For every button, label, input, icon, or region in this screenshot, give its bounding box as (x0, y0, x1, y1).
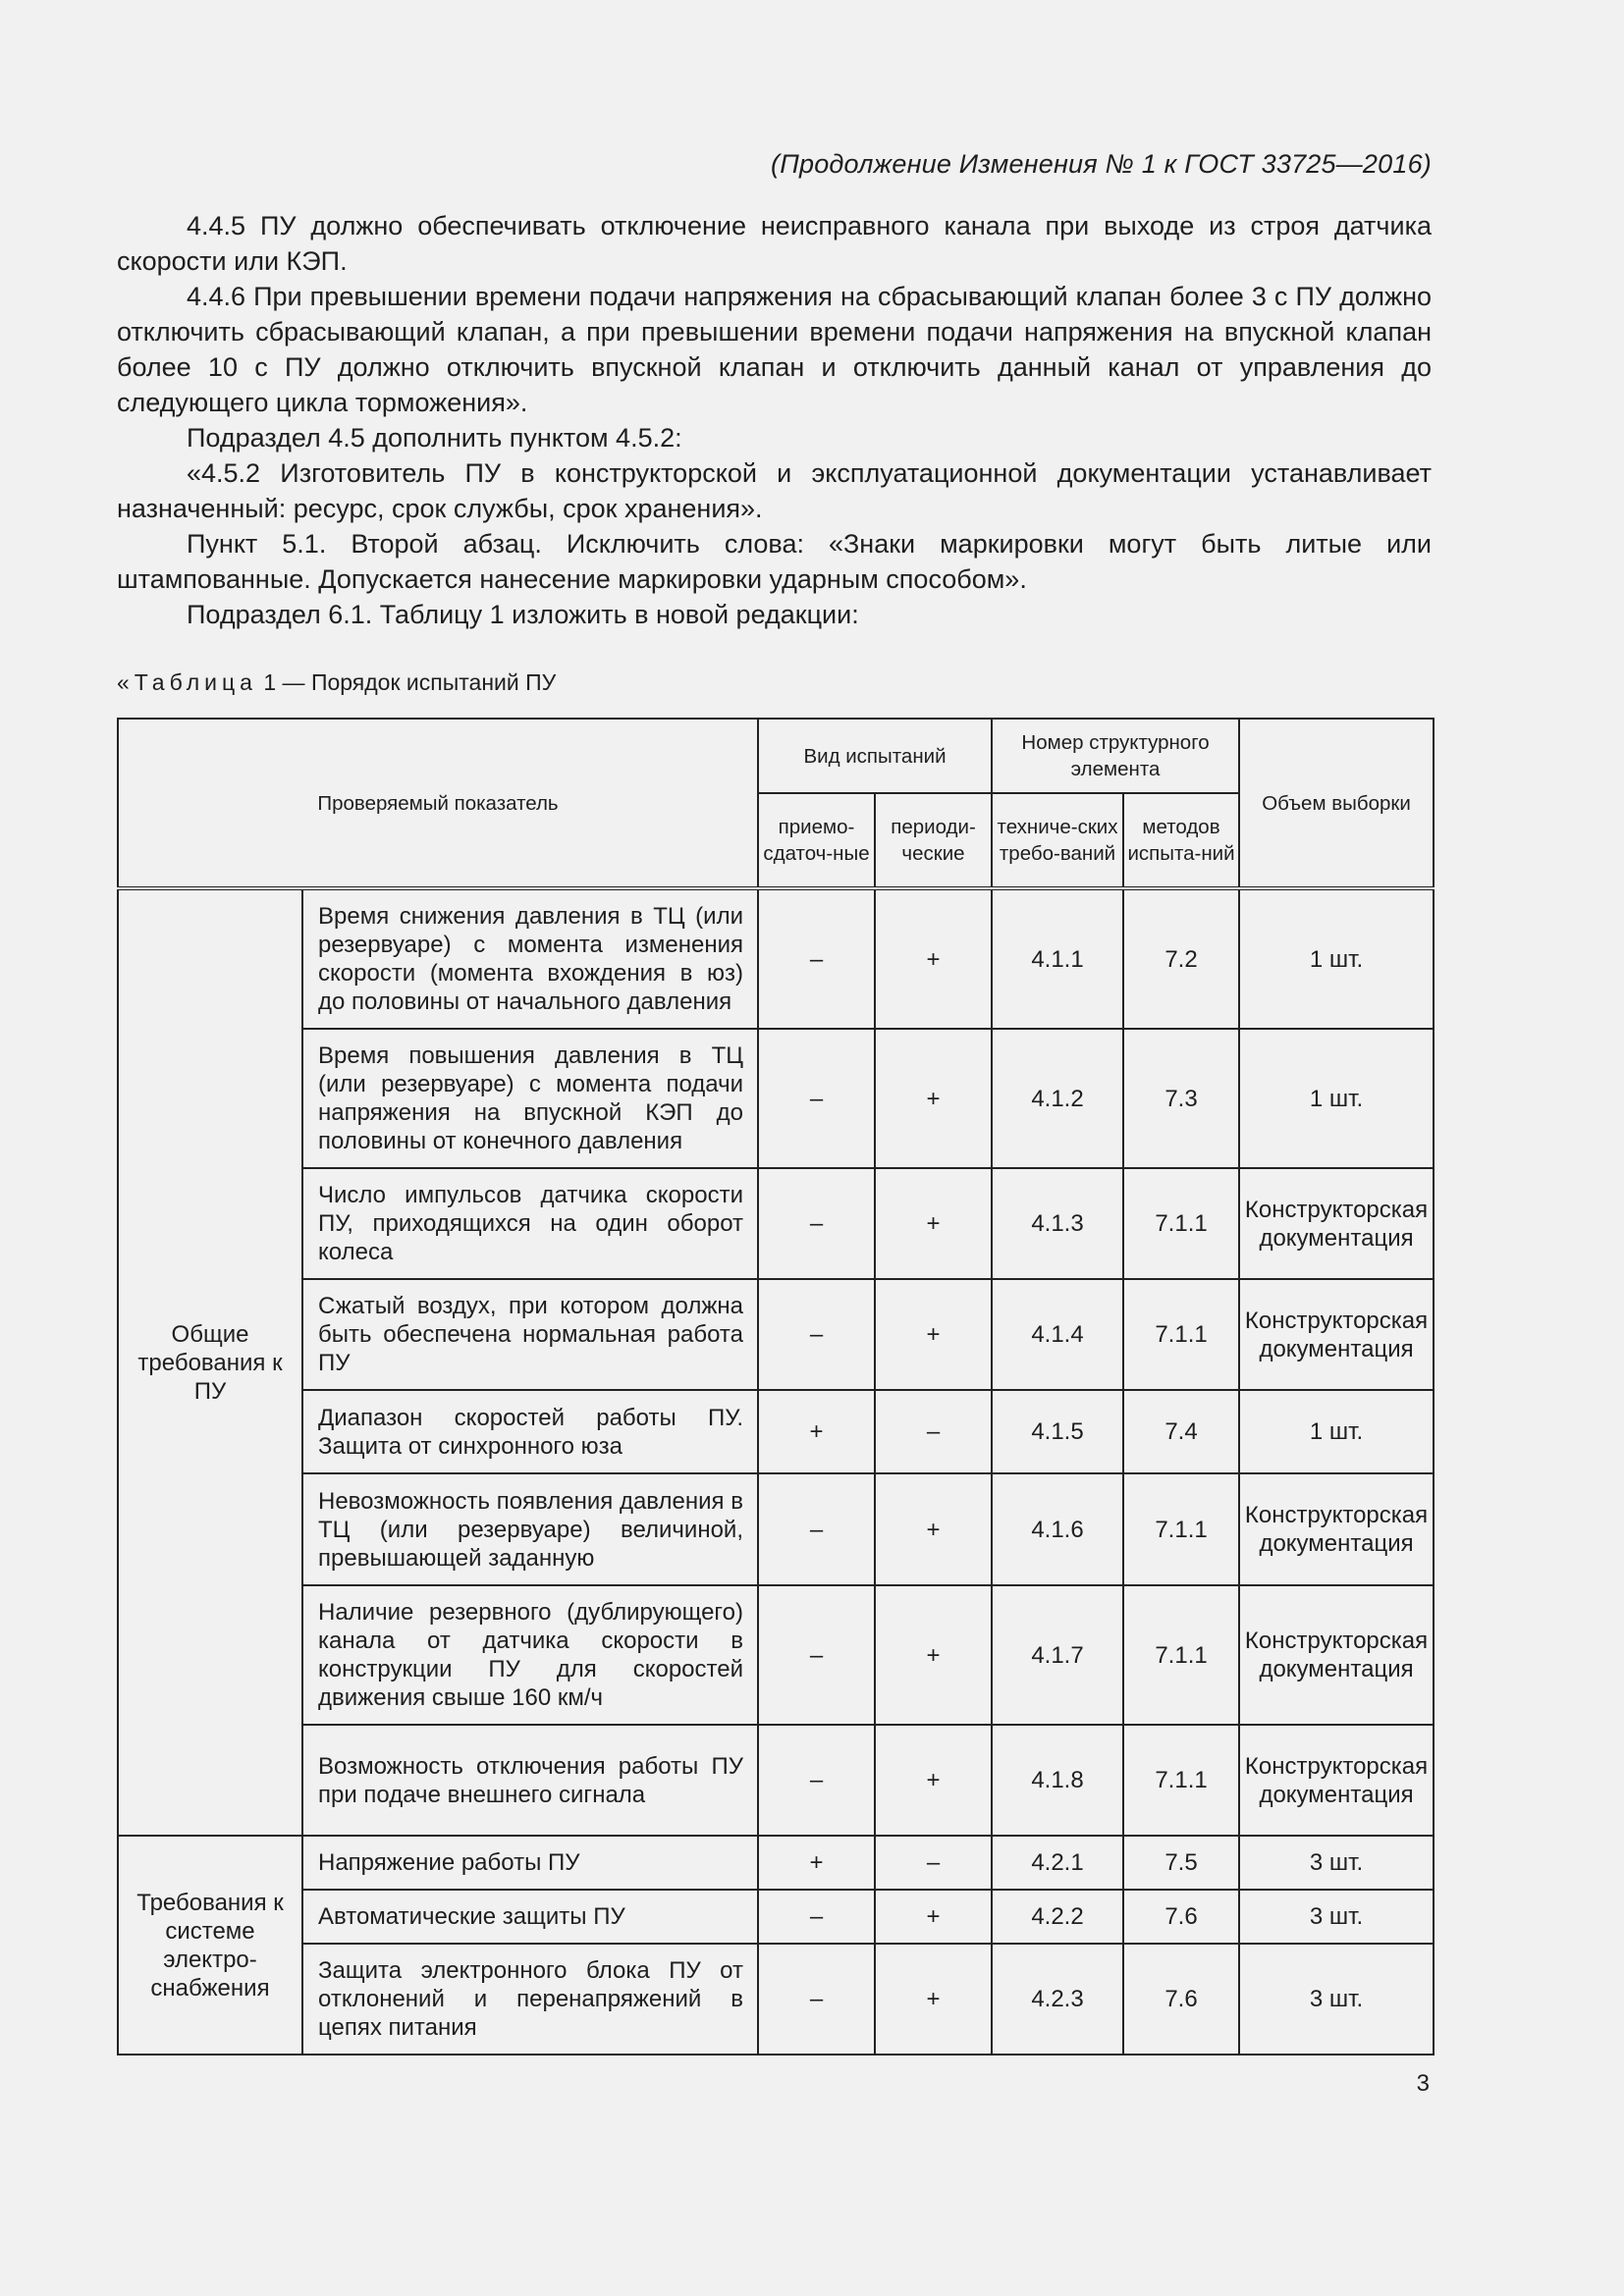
header-acceptance: приемо-сдаточ-ные (758, 793, 875, 888)
sample-size-cell: 1 шт. (1239, 1390, 1434, 1473)
header-test-methods: методов испыта-ний (1123, 793, 1239, 888)
indicator-cell: Защита электронного блока ПУ от отклонений и перенапряжений в цепях питания (302, 1944, 758, 2055)
group-name: Требования к системе электро-снабжения (118, 1836, 302, 2055)
table-row (118, 1029, 1434, 1168)
acceptance-cell: – (758, 1279, 875, 1390)
table-row (118, 1725, 1434, 1836)
paragraph-4-4-6: 4.4.6 При превышении времени подачи напряжения на сбрасывающий клапан более 3 с ПУ должно отключить сбрасывающий клапан, а при превышении времени подачи напряжения на впускной клапан более 10 с ПУ должно отключить впускной клапан и отключить данный канал от управления до следующего цикла торможения». (117, 282, 1432, 417)
header-periodic: периоди-ческие (875, 793, 992, 888)
periodic-cell: – (875, 1836, 992, 1890)
sample-size-cell: 3 шт. (1239, 1944, 1434, 2055)
acceptance-cell: + (758, 1836, 875, 1890)
tech-req-cell: 4.1.4 (992, 1279, 1123, 1390)
test-method-cell: 7.5 (1123, 1836, 1239, 1890)
sample-size-cell: 3 шт. (1239, 1890, 1434, 1944)
tech-req-cell: 4.1.6 (992, 1473, 1123, 1585)
header-indicator: Проверяемый показатель (118, 719, 758, 888)
table-row (118, 1168, 1434, 1279)
paragraph-6-1: Подраздел 6.1. Таблицу 1 изложить в новой редакции: (187, 600, 859, 629)
acceptance-cell: – (758, 1473, 875, 1585)
paragraph-5-1: Пункт 5.1. Второй абзац. Исключить слова: «Знаки маркировки могут быть литые или штампованные. Допускается нанесение маркировки ударным способом». (117, 529, 1432, 594)
tech-req-cell: 4.1.7 (992, 1585, 1123, 1725)
document-header: (Продолжение Изменения № 1 к ГОСТ 33725—2016) (771, 149, 1432, 179)
tech-req-cell: 4.1.1 (992, 888, 1123, 1029)
tech-req-cell: 4.2.2 (992, 1890, 1123, 1944)
group-name: Общие требования к ПУ (118, 888, 302, 1836)
paragraph-subsection-4-5: Подраздел 4.5 дополнить пунктом 4.5.2: (187, 423, 682, 453)
acceptance-cell: – (758, 1585, 875, 1725)
table-row (118, 1944, 1434, 2055)
test-method-cell: 7.4 (1123, 1390, 1239, 1473)
acceptance-cell: – (758, 1029, 875, 1168)
tech-req-cell: 4.1.2 (992, 1029, 1123, 1168)
test-method-cell: 7.2 (1123, 888, 1239, 1029)
header-element-number: Номер структурного элемента (992, 719, 1239, 793)
periodic-cell: + (875, 1279, 992, 1390)
tech-req-cell: 4.2.3 (992, 1944, 1123, 2055)
table-caption-title: 1 — Порядок испытаний ПУ (256, 669, 557, 695)
periodic-cell: – (875, 1390, 992, 1473)
indicator-cell: Возможность отключения работы ПУ при подаче внешнего сигнала (302, 1725, 758, 1836)
tech-req-cell: 4.1.5 (992, 1390, 1123, 1473)
periodic-cell: + (875, 1944, 992, 2055)
test-method-cell: 7.1.1 (1123, 1585, 1239, 1725)
indicator-cell: Наличие резервного (дублирующего) канала от датчика скорости в конструкции ПУ для скоростей движения свыше 160 км/ч (302, 1585, 758, 1725)
acceptance-cell: + (758, 1390, 875, 1473)
sample-size-cell: Конструкторская документация (1239, 1168, 1434, 1279)
test-method-cell: 7.6 (1123, 1944, 1239, 2055)
periodic-cell: + (875, 1890, 992, 1944)
page-number: 3 (1416, 2070, 1430, 2097)
acceptance-cell: – (758, 1168, 875, 1279)
test-method-cell: 7.1.1 (1123, 1473, 1239, 1585)
body-text (117, 208, 1432, 632)
tech-req-cell: 4.1.8 (992, 1725, 1123, 1836)
sample-size-cell: Конструкторская документация (1239, 1585, 1434, 1725)
table-row (118, 1890, 1434, 1944)
table-row (118, 1473, 1434, 1585)
paragraph-4-5-2: «4.5.2 Изготовитель ПУ в конструкторской и эксплуатационной документации устанавливает назначенный: ресурс, срок службы, срок хранения». (117, 458, 1432, 523)
test-order-table (117, 718, 1435, 2056)
table-row (118, 1390, 1434, 1473)
periodic-cell: + (875, 1029, 992, 1168)
sample-size-cell: 1 шт. (1239, 888, 1434, 1029)
periodic-cell: + (875, 1585, 992, 1725)
table-caption-prefix: «Таблица (117, 669, 257, 695)
table-row (118, 1585, 1434, 1725)
table-caption (117, 667, 556, 697)
header-sample-size: Объем выборки (1239, 719, 1434, 888)
acceptance-cell: – (758, 1944, 875, 2055)
table-row (118, 1836, 1434, 1890)
test-method-cell: 7.1.1 (1123, 1725, 1239, 1836)
sample-size-cell: Конструкторская документация (1239, 1725, 1434, 1836)
header-tech-req: техниче-ских требо-ваний (992, 793, 1123, 888)
table-row (118, 1279, 1434, 1390)
test-method-cell: 7.3 (1123, 1029, 1239, 1168)
periodic-cell: + (875, 1725, 992, 1836)
indicator-cell: Сжатый воздух, при котором должна быть обеспечена нормальная работа ПУ (302, 1279, 758, 1390)
tech-req-cell: 4.1.3 (992, 1168, 1123, 1279)
indicator-cell: Невозможность появления давления в ТЦ (или резервуаре) величиной, превышающей заданную (302, 1473, 758, 1585)
indicator-cell: Время снижения давления в ТЦ (или резервуаре) с момента изменения скорости (момента вхождения в юз) до половины от начального давления (302, 888, 758, 1029)
test-method-cell: 7.6 (1123, 1890, 1239, 1944)
paragraph-4-4-5: 4.4.5 ПУ должно обеспечивать отключение неисправного канала при выходе из строя датчика скорости или КЭП. (117, 211, 1432, 276)
indicator-cell: Время повышения давления в ТЦ (или резервуаре) с момента подачи напряжения на впускной КЭП до половины от конечного давления (302, 1029, 758, 1168)
header-test-type: Вид испытаний (758, 719, 992, 793)
periodic-cell: + (875, 888, 992, 1029)
sample-size-cell: Конструкторская документация (1239, 1473, 1434, 1585)
indicator-cell: Диапазон скоростей работы ПУ. Защита от синхронного юза (302, 1390, 758, 1473)
indicator-cell: Число импульсов датчика скорости ПУ, приходящихся на один оборот колеса (302, 1168, 758, 1279)
acceptance-cell: – (758, 1890, 875, 1944)
test-method-cell: 7.1.1 (1123, 1168, 1239, 1279)
periodic-cell: + (875, 1168, 992, 1279)
sample-size-cell: 1 шт. (1239, 1029, 1434, 1168)
periodic-cell: + (875, 1473, 992, 1585)
table-row (118, 888, 1434, 1029)
acceptance-cell: – (758, 1725, 875, 1836)
indicator-cell: Автоматические защиты ПУ (302, 1890, 758, 1944)
tech-req-cell: 4.2.1 (992, 1836, 1123, 1890)
acceptance-cell: – (758, 888, 875, 1029)
sample-size-cell: 3 шт. (1239, 1836, 1434, 1890)
sample-size-cell: Конструкторская документация (1239, 1279, 1434, 1390)
indicator-cell: Напряжение работы ПУ (302, 1836, 758, 1890)
test-method-cell: 7.1.1 (1123, 1279, 1239, 1390)
